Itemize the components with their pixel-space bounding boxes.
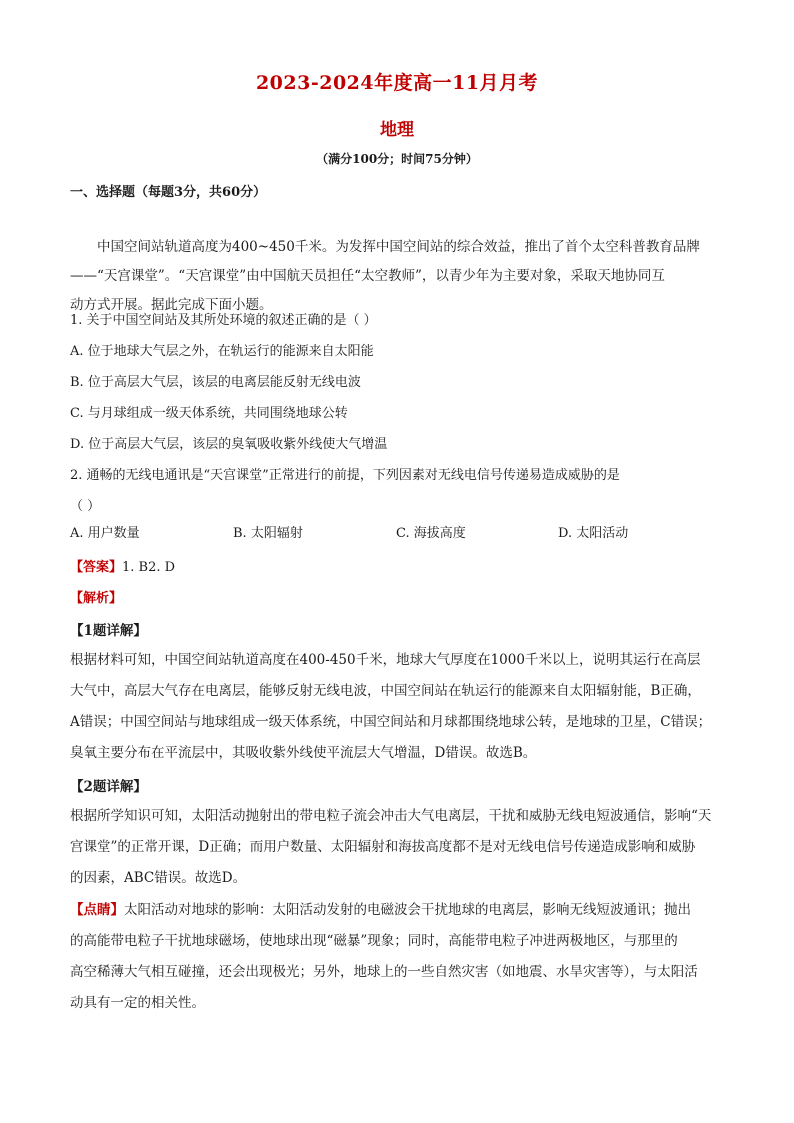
detail-2-line: 宫课堂”的正常开课，D正确；而用户数量、太阳辐射和海拔高度都不是对无线电信号传递造成影响和威胁 xyxy=(70,839,696,855)
passage-line: 动方式开展。据此完成下面小题。 xyxy=(70,297,273,313)
question-2-option-d: D. 太阳活动 xyxy=(558,526,629,541)
answer-value: 1. B2. D xyxy=(122,560,176,575)
detail-1-line: 臭氧主要分布在平流层中，其吸收紫外线使平流层大气增温，D错误。故选B。 xyxy=(70,745,537,761)
question-2-options xyxy=(70,522,720,544)
question-1-option-c: C. 与月球组成一级天体系统，共同围绕地球公转 xyxy=(70,406,348,421)
detail-1-line: 大气中，高层大气存在电离层，能够反射无线电波，中国空间站在轨运行的能源来自太阳辐射能，B正确， xyxy=(70,683,701,699)
analysis-tag: 【解析】 xyxy=(70,591,123,606)
subject-title: 地理 xyxy=(380,120,414,140)
question-2-paren: （ ） xyxy=(70,499,101,514)
section-heading: 一、选择题（每题3分，共60分） xyxy=(70,185,267,200)
exam-meta: （满分100分；时间75分钟） xyxy=(316,152,478,166)
question-2-stem: 2. 通畅的无线电通讯是“天宫课堂”正常进行的前提，下列因素对无线电信号传递易造成威胁的是 xyxy=(70,468,620,483)
detail-1-line: A错误；中国空间站与地球组成一级天体系统，中国空间站和月球都围绕地球公转，是地球的卫星，C错误； xyxy=(70,714,712,730)
answer-line xyxy=(70,556,175,575)
passage-line: ——“天宫课堂”。“天宫课堂”由中国航天员担任“太空教师”，以青少年为主要对象，采取天地协同互 xyxy=(70,268,665,284)
reading-passage xyxy=(70,233,720,320)
question-2-option-b: B. 太阳辐射 xyxy=(233,526,303,541)
question-1-option-b: B. 位于高层大气层，该层的电离层能反射无线电波 xyxy=(70,375,361,390)
detail-1-line: 根据材料可知，中国空间站轨道高度在400-450千米，地球大气厚度在1000千米以上，说明其运行在高层 xyxy=(70,652,701,668)
key-point-line: 高空稀薄大气相互碰撞，还会出现极光；另外，地球上的一些自然灾害（如地震、水旱灾害等），与太阳活 xyxy=(70,964,698,980)
detail-2-line: 根据所学知识可知，太阳活动抛射出的带电粒子流会冲击大气电离层，干扰和威胁无线电短波通信，影响“天 xyxy=(70,808,712,824)
question-1-option-d: D. 位于高层大气层，该层的臭氧吸收紫外线使大气增温 xyxy=(70,437,388,452)
passage-line: 中国空间站轨道高度为400~450千米。为发挥中国空间站的综合效益，推出了首个太空科普教育品牌 xyxy=(97,239,700,255)
answer-tag: 【答案】 xyxy=(70,560,123,575)
key-point-tag: 【点睛】 xyxy=(70,902,124,918)
key-point-body xyxy=(70,895,722,1019)
key-point-line: 的高能带电粒子干扰地球磁场，使地球出现“磁暴”现象；同时，高能带电粒子冲进两极地区，与那里的 xyxy=(70,933,678,949)
key-point-first-text: 太阳活动对地球的影响：太阳活动发射的电磁波会干扰地球的电离层，影响无线短波通讯；抛出 xyxy=(124,902,691,918)
detail-1-body xyxy=(70,645,722,769)
question-2-option-c: C. 海拔高度 xyxy=(396,526,466,541)
detail-2-heading: 【2题详解】 xyxy=(70,779,147,795)
key-point-first-line xyxy=(70,895,722,926)
question-1-option-a: A. 位于地球大气层之外，在轨运行的能源来自太阳能 xyxy=(70,344,374,359)
detail-1-heading: 【1题详解】 xyxy=(70,623,147,639)
question-2-option-a: A. 用户数量 xyxy=(70,526,140,541)
detail-2-line: 的因素，ABC错误。故选D。 xyxy=(70,870,247,886)
exam-title: 2023-2024年度高一11月月考 xyxy=(255,72,539,94)
key-point-line: 动具有一定的相关性。 xyxy=(70,995,205,1011)
question-1-stem: 1. 关于中国空间站及其所处环境的叙述正确的是（ ） xyxy=(70,313,377,328)
detail-2-body xyxy=(70,801,722,894)
